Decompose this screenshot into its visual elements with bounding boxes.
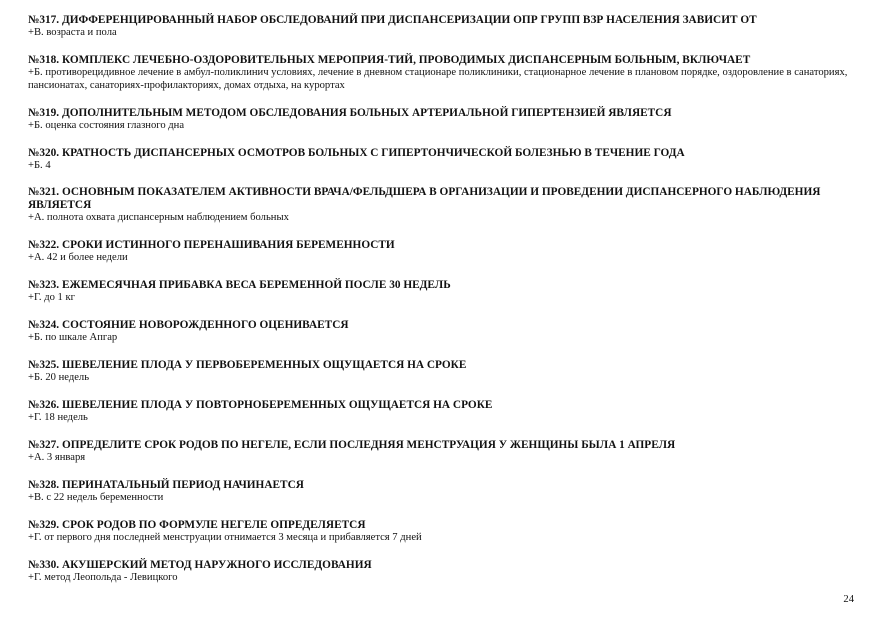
question-text: №323. ЕЖЕМЕСЯЧНАЯ ПРИБАВКА ВЕСА БЕРЕМЕННОЙ ПОСЛЕ 30 НЕДЕЛЬ bbox=[28, 279, 451, 291]
answer-text: +Б. по шкале Апгар bbox=[28, 332, 118, 343]
question-block-323 bbox=[28, 279, 854, 305]
question-block-319 bbox=[28, 107, 854, 133]
question-text: №320. КРАТНОСТЬ ДИСПАНСЕРНЫХ ОСМОТРОВ БОЛЬНЫХ С ГИПЕРТОНЧИЧЕСКОЙ БОЛЕЗНЬЮ В ТЕЧЕНИЕ ГОДА bbox=[28, 147, 685, 159]
answer-text: +В. с 22 недель беременности bbox=[28, 492, 164, 503]
question-block-318 bbox=[28, 54, 854, 92]
answer-text: +Б. оценка состояния глазного дна bbox=[28, 120, 185, 131]
answer-text: +Г. метод Леопольда - Левицкого bbox=[28, 572, 178, 583]
question-block-328 bbox=[28, 479, 854, 505]
question-block-325 bbox=[28, 359, 854, 385]
question-text: №324. СОСТОЯНИЕ НОВОРОЖДЕННОГО ОЦЕНИВАЕТСЯ bbox=[28, 319, 349, 331]
question-block-327 bbox=[28, 439, 854, 465]
question-text: №318. КОМПЛЕКС ЛЕЧЕБНО-ОЗДОРОВИТЕЛЬНЫХ МЕРОПРИЯ-ТИЙ, ПРОВОДИМЫХ ДИСПАНСЕРНЫМ БОЛЬНЫМ, ВКЛЮЧАЕТ bbox=[28, 54, 751, 66]
answer-text: +А. 42 и более недели bbox=[28, 252, 128, 263]
question-text: №321. ОСНОВНЫМ ПОКАЗАТЕЛЕМ АКТИВНОСТИ ВРАЧА/ФЕЛЬДШЕРА В ОРГАНИЗАЦИИ И ПРОВЕДЕНИИ ДИСПАНСЕРНОГО НАБЛЮДЕНИЯ ЯВЛЯЕТСЯ bbox=[28, 186, 821, 211]
question-block-326 bbox=[28, 399, 854, 425]
question-text: №329. СРОК РОДОВ ПО ФОРМУЛЕ НЕГЕЛЕ ОПРЕДЕЛЯЕТСЯ bbox=[28, 519, 366, 531]
answer-text: +А. полнота охвата диспансерным наблюдением больных bbox=[28, 212, 289, 223]
question-text: №326. ШЕВЕЛЕНИЕ ПЛОДА У ПОВТОРНОБЕРЕМЕННЫХ ОЩУЩАЕТСЯ НА СРОКЕ bbox=[28, 399, 493, 411]
answer-text: +Г. 18 недель bbox=[28, 412, 88, 423]
question-block-330 bbox=[28, 559, 854, 585]
question-text: №322. СРОКИ ИСТИННОГО ПЕРЕНАШИВАНИЯ БЕРЕМЕННОСТИ bbox=[28, 239, 395, 251]
question-block-322 bbox=[28, 239, 854, 265]
question-block-324 bbox=[28, 319, 854, 345]
question-text: №325. ШЕВЕЛЕНИЕ ПЛОДА У ПЕРВОБЕРЕМЕННЫХ ОЩУЩАЕТСЯ НА СРОКЕ bbox=[28, 359, 467, 371]
question-text: №327. ОПРЕДЕЛИТЕ СРОК РОДОВ ПО НЕГЕЛЕ, ЕСЛИ ПОСЛЕДНЯЯ МЕНСТРУАЦИЯ У ЖЕНЩИНЫ БЫЛА 1 АПРЕЛЯ bbox=[28, 439, 676, 451]
question-block-321 bbox=[28, 186, 854, 225]
question-text: №317. ДИФФЕРЕНЦИРОВАННЫЙ НАБОР ОБСЛЕДОВАНИЙ ПРИ ДИСПАНСЕРИЗАЦИИ ОПР ГРУПП ВЗР НАСЕЛЕНИЯ ЗАВИСИТ ОТ bbox=[28, 14, 757, 26]
answer-text: +Г. до 1 кг bbox=[28, 292, 75, 303]
answer-text: +Г. от первого дня последней менструации отнимается 3 месяца и прибавляется 7 дней bbox=[28, 532, 422, 543]
question-block-320 bbox=[28, 147, 854, 173]
question-text: №319. ДОПОЛНИТЕЛЬНЫМ МЕТОДОМ ОБСЛЕДОВАНИЯ БОЛЬНЫХ АРТЕРИАЛЬНОЙ ГИПЕРТЕНЗИЕЙ ЯВЛЯЕТСЯ bbox=[28, 107, 672, 119]
answer-text: +В. возраста и пола bbox=[28, 27, 117, 38]
page-number: 24 bbox=[843, 594, 854, 605]
answer-text: +Б. противорецидивное лечение в амбул-поликлинич условиях, лечение в дневном стационаре поликлиники, стационарное лечение в плановом порядке, оздоровление в санаториях, пансионатах, санаториях-профилакториях, домах отдыха, на курортах bbox=[28, 67, 848, 91]
question-block-329 bbox=[28, 519, 854, 545]
answer-text: +Б. 4 bbox=[28, 160, 51, 171]
question-text: №328. ПЕРИНАТАЛЬНЫЙ ПЕРИОД НАЧИНАЕТСЯ bbox=[28, 479, 304, 491]
answer-text: +Б. 20 недель bbox=[28, 372, 90, 383]
question-text: №330. АКУШЕРСКИЙ МЕТОД НАРУЖНОГО ИССЛЕДОВАНИЯ bbox=[28, 559, 372, 571]
answer-text: +А. 3 января bbox=[28, 452, 86, 463]
question-block-317 bbox=[28, 14, 854, 40]
